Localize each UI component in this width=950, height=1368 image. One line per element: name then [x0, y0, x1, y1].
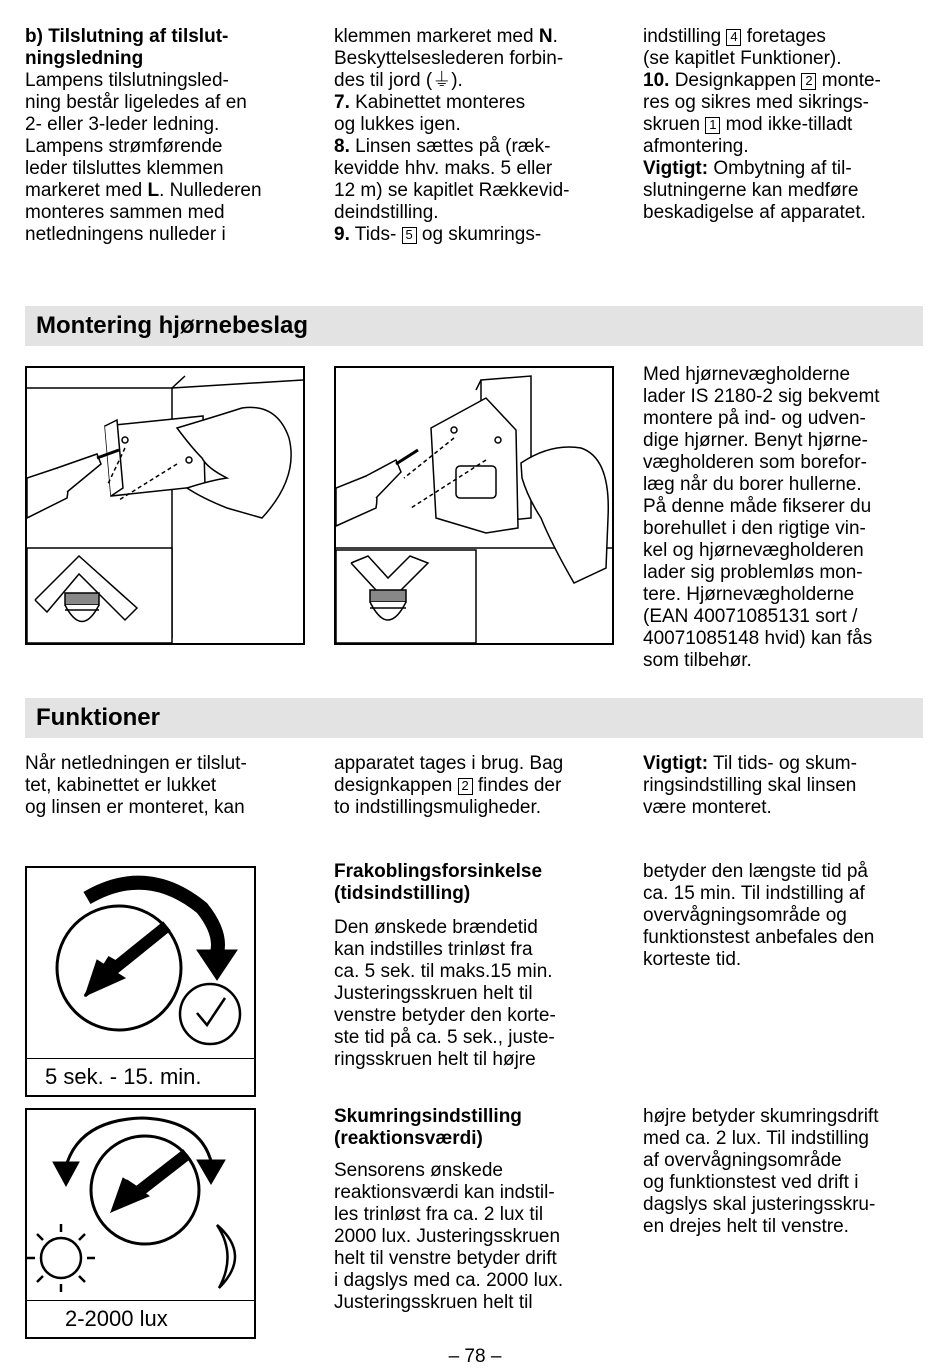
functions-intro-2	[334, 753, 624, 819]
lux-setting-heading: Skumringsindstilling (reaktionsværdi)	[334, 1106, 522, 1149]
inside-corner-drawing	[27, 368, 303, 643]
connection-text: Lampens tilslutningsled- ning består ligeledes af en 2- eller 3-leder ledning. Lampens strømførende leder tilsluttes klemmen markeret med	[25, 70, 247, 201]
step-8-text: Linsen sættes på (ræk- kevidde hhv. maks. 5 eller 12 m) se kapitlet Rækkevid- deindstilling.	[334, 136, 570, 223]
terminal-L: L	[147, 180, 160, 201]
step-10-text: Designkappen	[669, 70, 802, 91]
ref-box-5: 5	[402, 227, 417, 244]
important-text: Ombytning af til- slutningerne kan medføre beskadigelse af apparatet.	[643, 158, 866, 223]
ref-box-2b: 2	[458, 778, 473, 795]
section-header-corner-mount: Montering hjørnebeslag	[25, 306, 923, 346]
connection-column-2	[334, 26, 624, 246]
connection-heading: b) Tilslutning af tilslut- ningsledning	[25, 26, 229, 69]
time-setting-column	[334, 861, 629, 905]
lux-setting-drawing	[27, 1110, 254, 1302]
col2-text-2: . Beskyttelseslederen forbin- des til jord (⏚).	[334, 26, 564, 91]
step-7-number: 7.	[334, 92, 350, 113]
lux-setting-column	[334, 1106, 629, 1150]
time-setting-heading: Frakoblingsforsinkelse (tidsindstilling)	[334, 861, 543, 904]
important-label: Vigtigt:	[643, 158, 709, 179]
ref-box-4: 4	[726, 29, 741, 46]
time-setting-text: Den ønskede brændetid kan indstilles trinløst fra ca. 5 sek. til maks.15 min. Justeringsskruen helt til venstre betyder den korte- ste tid på ca. 5 sek., juste- ringsskruen helt til højre	[334, 917, 556, 1070]
lux-setting-text: Sensorens ønskede reaktionsværdi kan indstil- les trinløst fra ca. 2 lux til 2000 lux. Justeringsskruen helt til venstre betyder drift i dagslys med ca. 2000 lux. Justeringsskruen helt til	[334, 1160, 564, 1313]
connection-text-2: . Nullederen monteres sammen med netledningens nulleder i	[25, 180, 262, 245]
time-range-caption: 5 sek. - 15. min.	[27, 1058, 254, 1095]
step-8-number: 8.	[334, 136, 350, 157]
step-9-text: Tids-	[349, 224, 402, 245]
lux-setting-text-cont: højre betyder skumringsdrift med ca. 2 lux. Til indstilling af overvågningsområde og funktionstest ved drift i dagslys skal justeringsskru- en drejes helt til venstre.	[643, 1106, 879, 1237]
functions-important-text: Til tids- og skum- ringsindstilling skal linsen være monteret.	[643, 753, 857, 818]
functions-intro-1: Når netledningen er tilslut- tet, kabinettet er lukket og linsen er monteret, kan	[25, 753, 247, 818]
functions-intro-2-text: apparatet tages i brug. Bag designkappen	[334, 753, 564, 796]
outside-corner-drawing	[336, 368, 612, 643]
corner-mount-text: Med hjørnevægholderne lader IS 2180-2 sig bekvemt montere på ind- og udven- dige hjørner. Benyt hjørne- vægholderen som borefor- læg når du borer hullerne. På denne måde fikserer du borehullet i den rigtige vin- kel og hjørnevægholderen lader sig problemløs mon- tere. Hjørnevægholderne (EAN 40071085131 sort / 40071085148 hvid) kan fås som tilbehør.	[643, 364, 880, 671]
time-setting-illustration	[25, 866, 256, 1097]
connection-column-3	[643, 26, 933, 224]
col2-text: klemmen markeret med	[334, 26, 539, 47]
step-10-text-2: monte- res og sikres med sikrings- skruen	[643, 70, 881, 135]
step-9-text-2: og skumrings-	[416, 224, 542, 245]
functions-intro-3	[643, 753, 933, 819]
page-number: – 78 –	[448, 1346, 502, 1367]
ref-box-1: 1	[705, 117, 720, 134]
ref-box-2: 2	[801, 73, 816, 90]
connection-column-1	[25, 26, 315, 246]
inside-corner-illustration	[25, 366, 305, 645]
col3-text: indstilling	[643, 26, 727, 47]
lux-setting-illustration	[25, 1108, 256, 1339]
time-setting-text-cont: betyder den længste tid på ca. 15 min. Til indstilling af overvågningsområde og funktionstest anbefales den korteste tid.	[643, 861, 875, 970]
step-10-text-3: mod ikke-tilladt afmontering.	[643, 114, 853, 157]
step-10-number: 10.	[643, 70, 670, 91]
step-7-text: Kabinettet monteres og lukkes igen.	[334, 92, 526, 135]
functions-intro-2-text-2: findes der to indstillingsmuligheder.	[334, 775, 562, 818]
time-setting-drawing	[27, 868, 254, 1058]
functions-important-label: Vigtigt:	[643, 753, 709, 774]
lux-range-caption: 2-2000 lux	[27, 1300, 254, 1337]
section-header-functions: Funktioner	[25, 698, 923, 738]
col3-text-2: foretages (se kapitlet Funktioner).	[643, 26, 842, 69]
terminal-N: N	[538, 26, 553, 47]
outside-corner-illustration	[334, 366, 614, 645]
step-9-number: 9.	[334, 224, 350, 245]
